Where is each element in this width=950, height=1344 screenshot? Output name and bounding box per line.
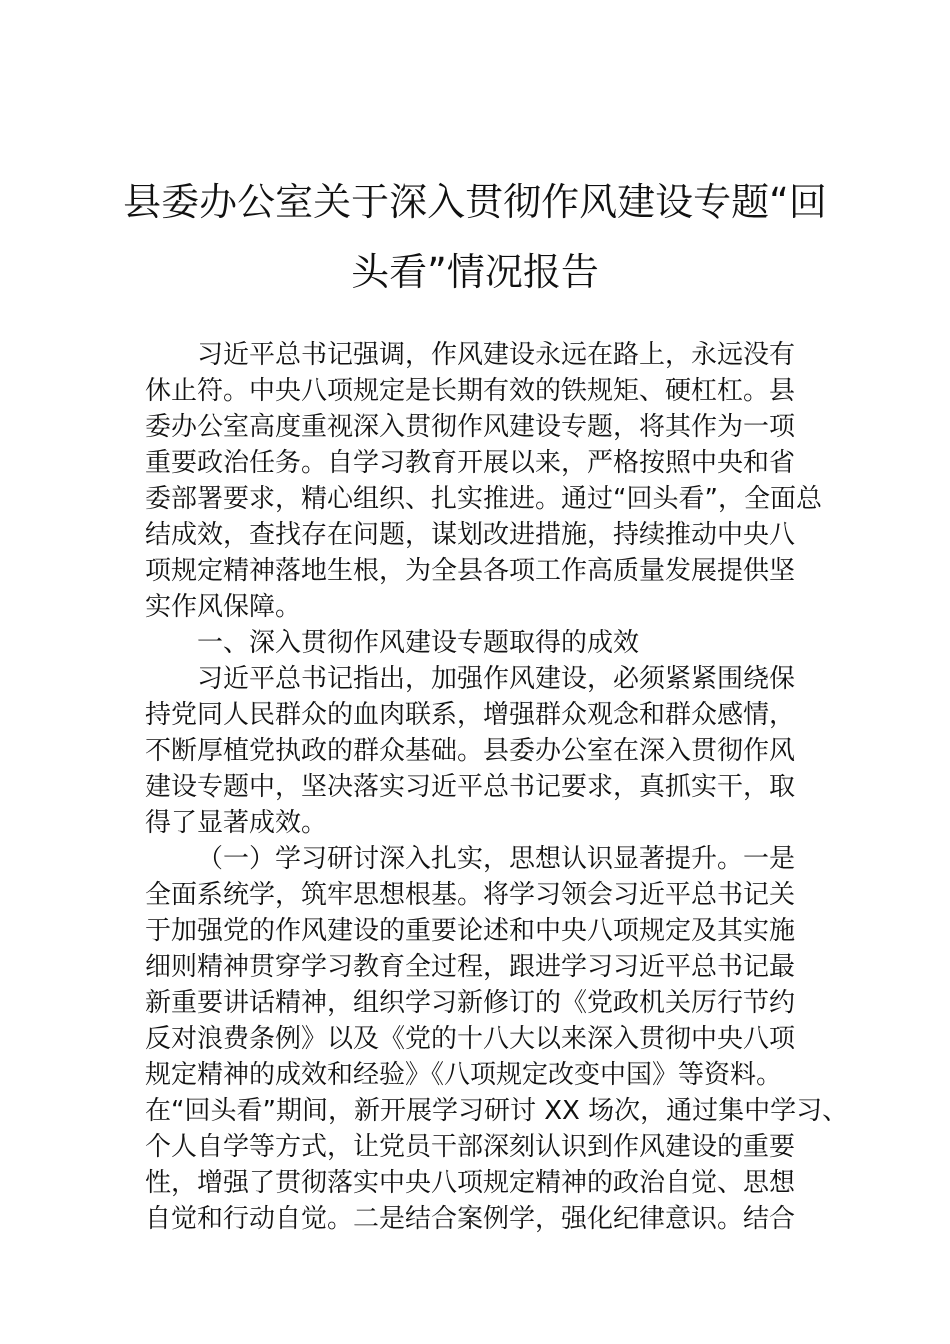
body-text-line: 建设专题中，坚决落实习近平总书记要求，真抓实干，取 xyxy=(145,772,796,802)
body-text-line: 性，增强了贯彻落实中央八项规定精神的政治自觉、思想 xyxy=(145,1168,796,1198)
body-text-line: 自觉和行动自觉。二是结合案例学，强化纪律意识。结合 xyxy=(145,1204,796,1234)
body-text-line: 持党同人民群众的血肉联系，增强群众观念和群众感情， xyxy=(145,700,796,730)
body-text-line: 新重要讲话精神，组织学习新修订的《党政机关厉行节约 xyxy=(145,988,796,1018)
body-text-line: 于加强党的作风建设的重要论述和中央八项规定及其实施 xyxy=(145,916,796,946)
document-title-line-2: 头看”情况报告 xyxy=(351,250,599,294)
document-title-line-1: 县委办公室关于深入贯彻作风建设专题“回 xyxy=(123,180,827,224)
body-text-line: 重要政治任务。自学习教育开展以来，严格按照中央和省 xyxy=(145,448,796,478)
body-text-line: 在“回头看”期间，新开展学习研讨 XX 场次，通过集中学习、 xyxy=(145,1096,849,1126)
body-text-line: 一、深入贯彻作风建设专题取得的成效 xyxy=(197,628,640,658)
body-text-line: 全面系统学，筑牢思想根基。将学习领会习近平总书记关 xyxy=(145,880,796,910)
body-text-line: 不断厚植党执政的群众基础。县委办公室在深入贯彻作风 xyxy=(145,736,796,766)
body-text-line: 习近平总书记强调，作风建设永远在路上，永远没有 xyxy=(197,340,796,370)
body-text-line: 细则精神贯穿学习教育全过程，跟进学习习近平总书记最 xyxy=(145,952,796,982)
body-text-line: 委办公室高度重视深入贯彻作风建设专题，将其作为一项 xyxy=(145,412,796,442)
body-text-line: 休止符。中央八项规定是长期有效的铁规矩、硬杠杠。县 xyxy=(145,376,796,406)
body-text-line: （一）学习研讨深入扎实，思想认识显著提升。一是 xyxy=(197,844,796,874)
body-text-line: 得了显著成效。 xyxy=(145,808,328,838)
body-text-line: 规定精神的成效和经验》《八项规定改变中国》等资料。 xyxy=(145,1060,783,1090)
body-text-line: 实作风保障。 xyxy=(145,592,302,622)
body-text-line: 反对浪费条例》以及《党的十八大以来深入贯彻中央八项 xyxy=(145,1024,796,1054)
body-text-line: 委部署要求，精心组织、扎实推进。通过“回头看”，全面总 xyxy=(145,484,822,514)
body-text-line: 习近平总书记指出，加强作风建设，必须紧紧围绕保 xyxy=(197,664,796,694)
body-text-line: 项规定精神落地生根，为全县各项工作高质量发展提供坚 xyxy=(145,556,796,586)
body-text-line: 结成效，查找存在问题，谋划改进措施，持续推动中央八 xyxy=(145,520,796,550)
body-text-line: 个人自学等方式，让党员干部深刻认识到作风建设的重要 xyxy=(145,1132,796,1162)
